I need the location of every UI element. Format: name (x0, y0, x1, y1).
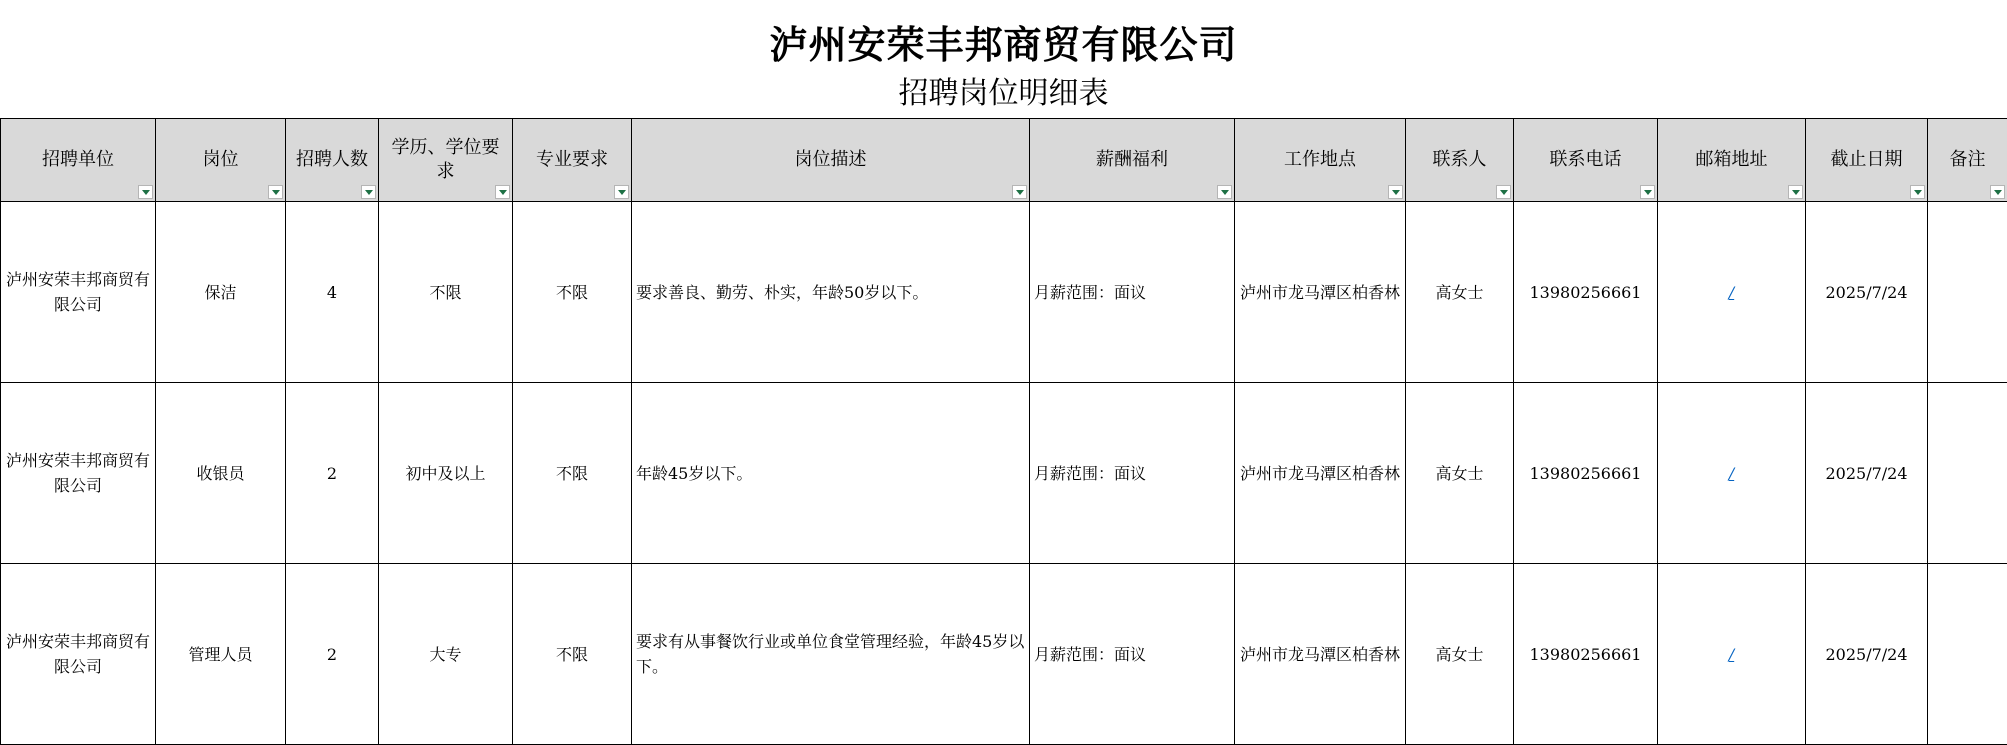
header-location (1235, 119, 1406, 202)
header-label: 招聘单位 (42, 149, 114, 170)
cell-location: 泸州市龙马潭区柏香林 (1235, 202, 1406, 383)
header-salary (1030, 119, 1235, 202)
cell-deadline: 2025/7/24 (1806, 383, 1928, 564)
page-subtitle: 招聘岗位明细表 (898, 76, 1109, 111)
cell-description: 要求有从事餐饮行业或单位食堂管理经验，年龄45岁以下。 (632, 564, 1030, 745)
filter-dropdown-icon[interactable] (495, 185, 510, 199)
header-label: 联系电话 (1549, 149, 1622, 170)
cell-phone: 13980256661 (1514, 383, 1658, 564)
filter-dropdown-icon[interactable] (1388, 185, 1403, 199)
cell-unit: 泸州安荣丰邦商贸有限公司 (1, 202, 156, 383)
cell-deadline: 2025/7/24 (1806, 564, 1928, 745)
cell-email (1658, 383, 1806, 564)
filter-dropdown-icon[interactable] (361, 185, 376, 199)
cell-education: 大专 (379, 564, 513, 745)
table-row (1, 564, 2007, 745)
header-label: 邮箱地址 (1695, 149, 1768, 170)
header-label: 岗位 (202, 149, 239, 170)
cell-education: 初中及以上 (379, 383, 513, 564)
header-label: 招聘人数 (296, 149, 368, 170)
table-row (1, 202, 2007, 383)
header-remark (1928, 119, 2007, 202)
cell-major: 不限 (513, 564, 632, 745)
filter-dropdown-icon[interactable] (1788, 185, 1803, 199)
email-link[interactable]: / (1728, 644, 1735, 664)
cell-major: 不限 (513, 202, 632, 383)
cell-unit: 泸州安荣丰邦商贸有限公司 (1, 564, 156, 745)
header-deadline (1806, 119, 1928, 202)
cell-description: 年龄45岁以下。 (632, 383, 1030, 564)
cell-salary: 月薪范围：面议 (1030, 383, 1235, 564)
header-unit (1, 119, 156, 202)
header-count (286, 119, 379, 202)
header-label: 备注 (1949, 149, 1986, 170)
header-education (379, 119, 513, 202)
cell-education: 不限 (379, 202, 513, 383)
cell-remark (1928, 383, 2007, 564)
cell-email (1658, 564, 1806, 745)
cell-count: 2 (286, 564, 379, 745)
cell-contact: 高女士 (1406, 383, 1514, 564)
cell-count: 4 (286, 202, 379, 383)
cell-description: 要求善良、勤劳、朴实，年龄50岁以下。 (632, 202, 1030, 383)
cell-email (1658, 202, 1806, 383)
filter-dropdown-icon[interactable] (1990, 185, 2005, 199)
page-title: 泸州安荣丰邦商贸有限公司 (769, 23, 1238, 67)
filter-dropdown-icon[interactable] (1910, 185, 1925, 199)
header-label: 薪酬福利 (1096, 149, 1168, 170)
header-phone (1514, 119, 1658, 202)
header-email (1658, 119, 1806, 202)
cell-count: 2 (286, 383, 379, 564)
filter-dropdown-icon[interactable] (1640, 185, 1655, 199)
header-label: 截止日期 (1830, 149, 1903, 170)
cell-position: 保洁 (156, 202, 286, 383)
cell-remark (1928, 202, 2007, 383)
header-description (632, 119, 1030, 202)
filter-dropdown-icon[interactable] (614, 185, 629, 199)
cell-major: 不限 (513, 383, 632, 564)
filter-dropdown-icon[interactable] (138, 185, 153, 199)
cell-location: 泸州市龙马潭区柏香林 (1235, 383, 1406, 564)
header-label: 工作地点 (1284, 149, 1356, 170)
header-label: 专业要求 (536, 149, 608, 170)
cell-location: 泸州市龙马潭区柏香林 (1235, 564, 1406, 745)
cell-salary: 月薪范围：面议 (1030, 564, 1235, 745)
email-link[interactable]: / (1728, 463, 1735, 483)
header-contact (1406, 119, 1514, 202)
cell-deadline: 2025/7/24 (1806, 202, 1928, 383)
email-link[interactable]: / (1728, 282, 1735, 302)
cell-salary: 月薪范围：面议 (1030, 202, 1235, 383)
header-label: 学历、学位要求 (391, 137, 500, 182)
cell-phone: 13980256661 (1514, 202, 1658, 383)
cell-position: 收银员 (156, 383, 286, 564)
cell-position: 管理人员 (156, 564, 286, 745)
table-row (1, 383, 2007, 564)
cell-contact: 高女士 (1406, 564, 1514, 745)
filter-dropdown-icon[interactable] (1012, 185, 1027, 199)
cell-remark (1928, 564, 2007, 745)
cell-phone: 13980256661 (1514, 564, 1658, 745)
recruitment-table (0, 118, 2007, 745)
filter-dropdown-icon[interactable] (268, 185, 283, 199)
header-row (1, 119, 2007, 202)
filter-dropdown-icon[interactable] (1496, 185, 1511, 199)
cell-unit: 泸州安荣丰邦商贸有限公司 (1, 383, 156, 564)
header-major (513, 119, 632, 202)
header-label: 联系人 (1432, 149, 1487, 170)
cell-contact: 高女士 (1406, 202, 1514, 383)
filter-dropdown-icon[interactable] (1217, 185, 1232, 199)
header-label: 岗位描述 (794, 149, 867, 170)
header-position (156, 119, 286, 202)
